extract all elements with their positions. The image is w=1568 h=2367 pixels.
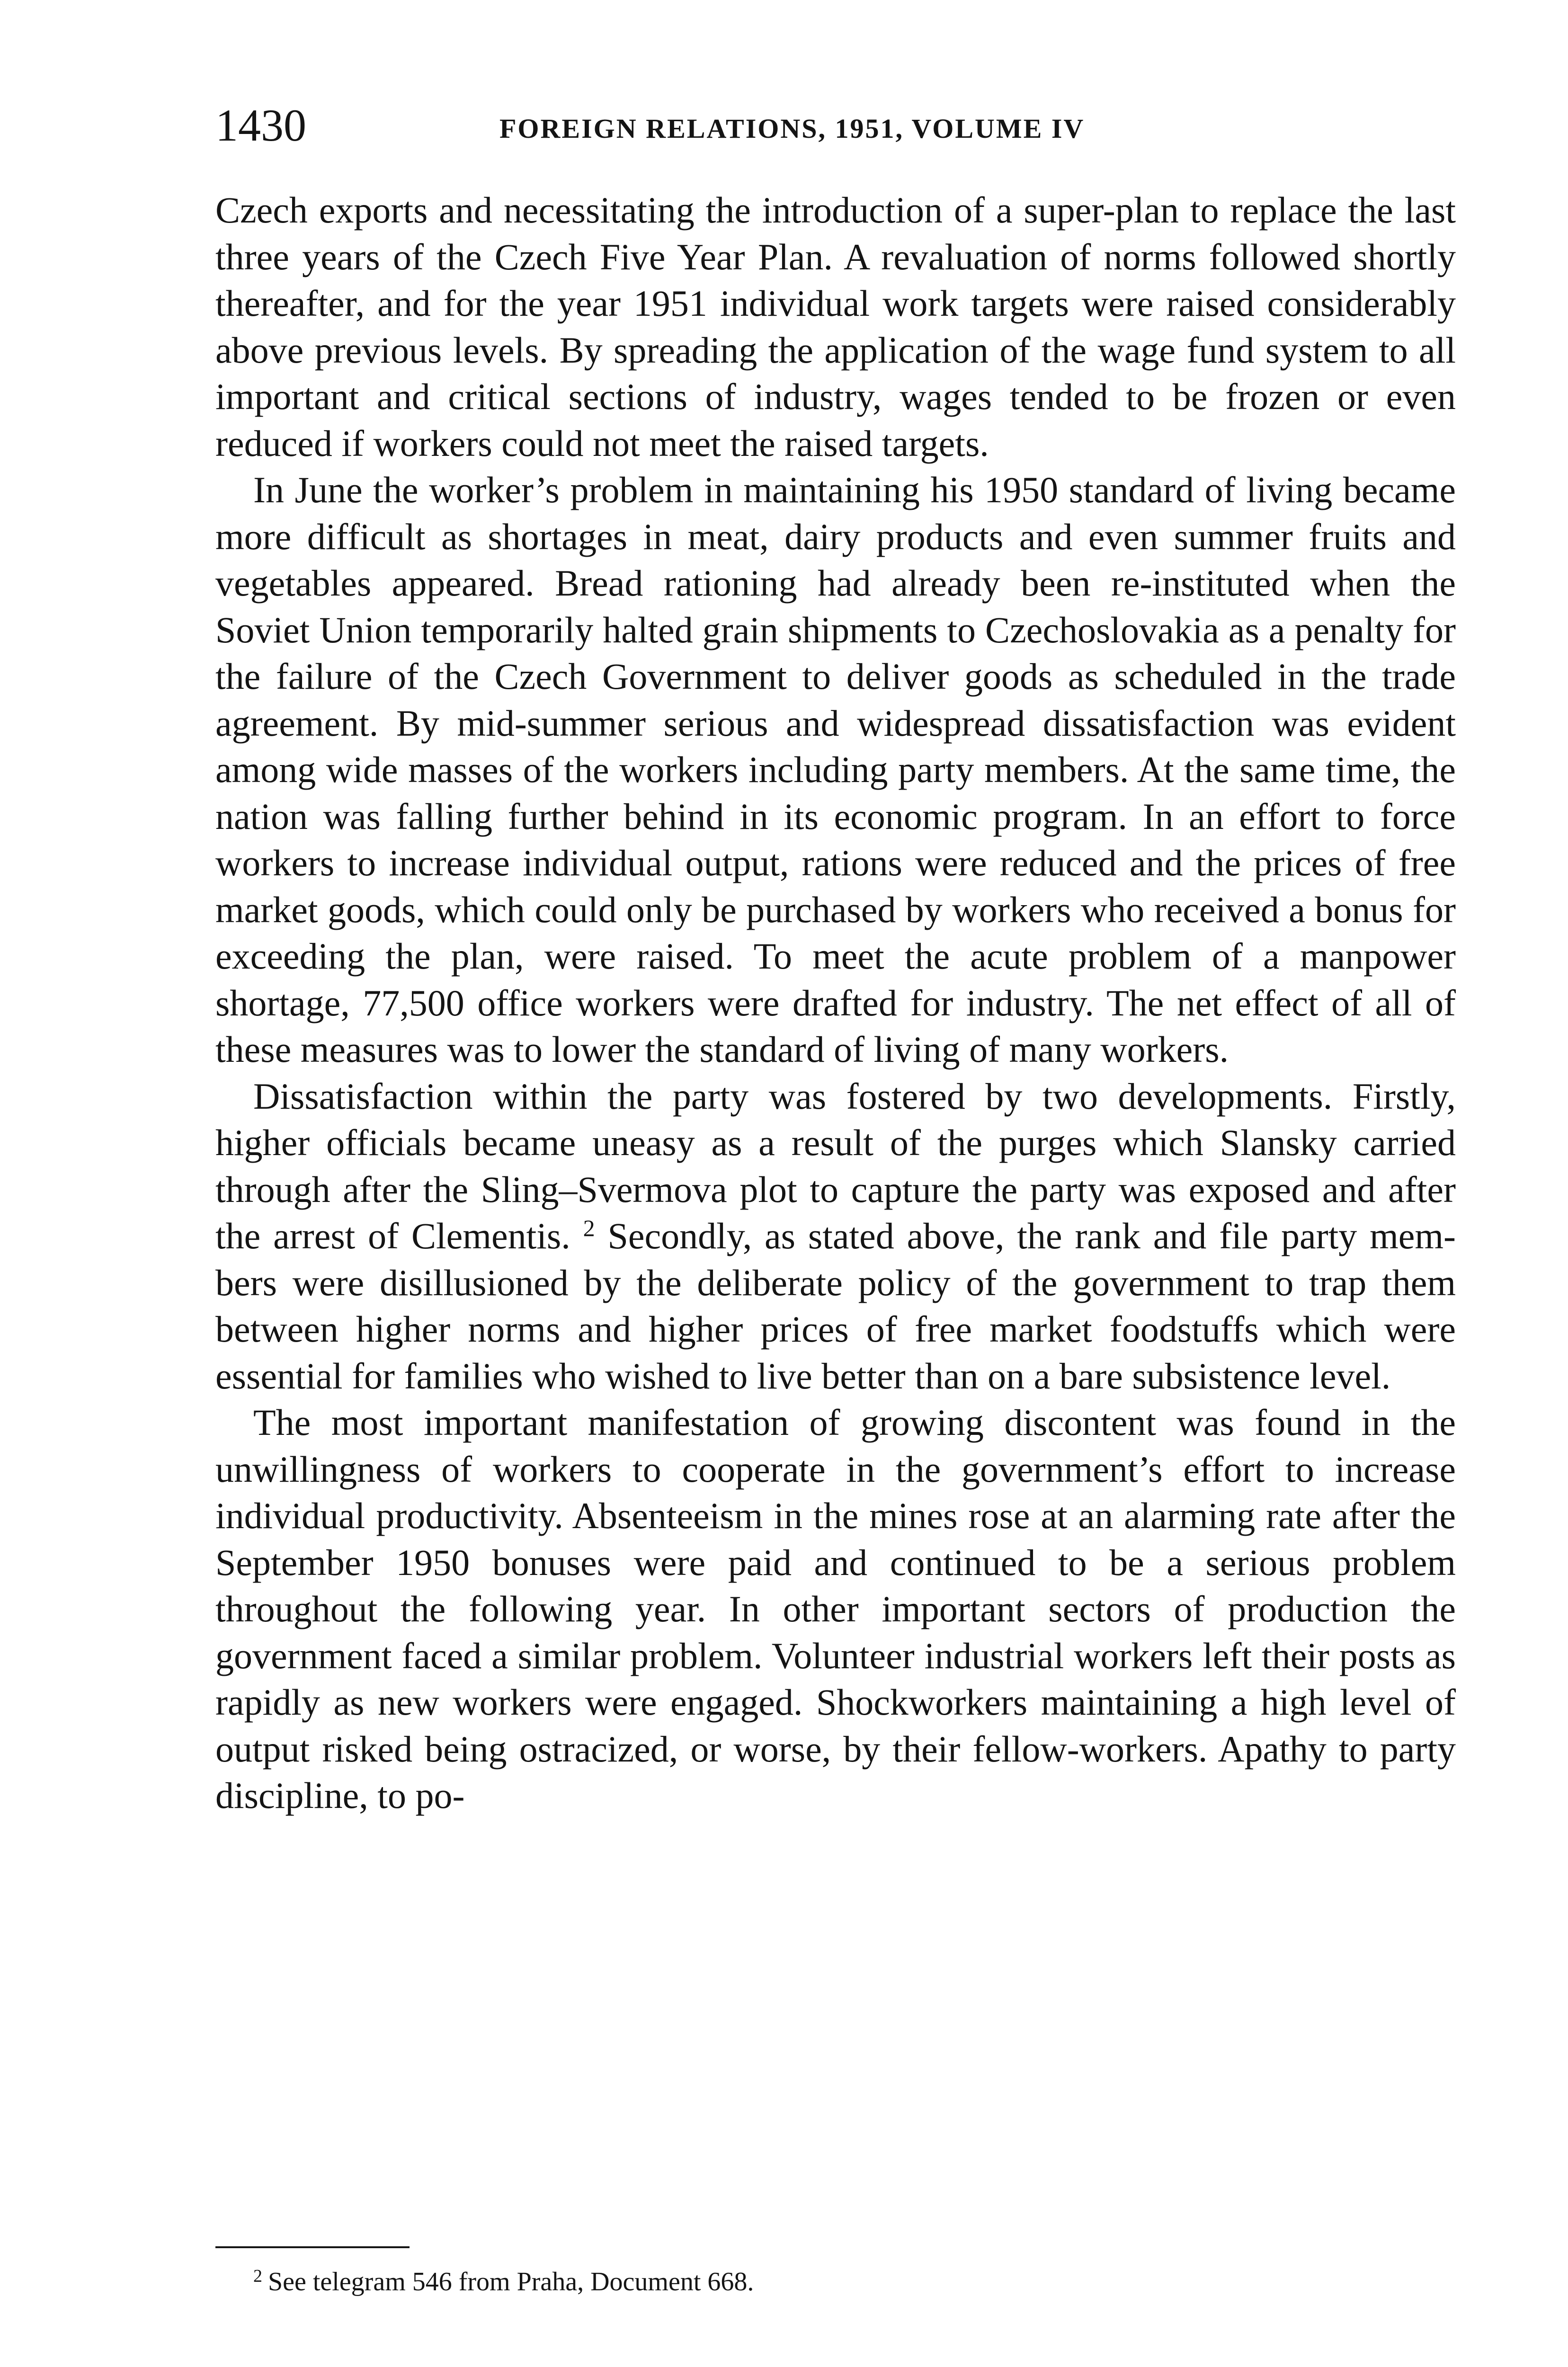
footnote [253, 2263, 1390, 2301]
body-text [215, 187, 1456, 1819]
footnote-mark: 2 [253, 2266, 262, 2286]
running-title: FOREIGN RELATIONS, 1951, VOLUME IV [499, 113, 1085, 144]
paragraph-1: Czech exports and necessitating the introduction of a super-plan to replace the last three years of the Czech Five Year Plan. A revaluation of norms followed shortly thereafter, and for the year 1951 individual work targets were raised considerably above previous levels. By spreading the application of the wage fund system to all important and critical sections of industry, wages tended to be frozen or even reduced if workers could not meet the raised targets. [215, 189, 1456, 464]
footnote-text: See telegram 546 from Praha, Document 668. [268, 2267, 754, 2296]
paragraph-2: In June the worker’s problem in maintaining his 1950 standard of living became more difficult as shortages in meat, dairy products and even summer fruits and vegetables appeared. Bread rationing had already been re-instituted when the Soviet Union temporarily halted grain shipments to Czechoslovakia as a penalty for the failure of the Czech Government to deliver goods as scheduled in the trade agreement. By mid-summer serious and widespread dissatisfaction was evident among wide masses of the workers including party members. At the same time, the nation was falling further behind in its economic program. In an effort to force workers to increase individual output, rations were reduced and the prices of free market goods, which could only be purchased by workers who received a bonus for exceeding the plan, were raised. To meet the acute problem of a manpower shortage, 77,500 office workers were drafted for industry. The net effect of all of these measures was to lower the standard of living of many workers. [215, 469, 1456, 1070]
paragraph-4: The most important manifestation of growing discontent was found in the unwillingness of workers to cooperate in the government’s effort to increase individual productivity. Absenteeism in the mines rose at an alarming rate after the September 1950 bonuses were paid and continued to be a serious problem throughout the following year. In other important sectors of production the government faced a similar problem. Volunteer industrial workers left their posts as rapidly as new workers were engaged. Shockworkers maintaining a high level of output risked being ostracized, or worse, by their fellow-workers. Apathy to party discipline, to po- [215, 1402, 1456, 1816]
page-header [215, 97, 1456, 154]
footnote-reference[interactable]: 2 [583, 1215, 595, 1241]
paragraph-3-text-a: Dissatisfaction within the party was fostered by two developments. Firstly, higher officials became uneasy as a result of the purges which Slansky carried through after the Sling–Svermova plot to capture the party was exposed and after the arrest of Clementis. [215, 1075, 1456, 1256]
page-number: 1430 [215, 100, 306, 151]
footnote-divider [215, 2246, 410, 2248]
paragraph-3-text-b: Secondly, as stated above, the rank and file party members were disillusioned by the deliberate policy of the government to trap them between higher norms and higher prices of free market foodstuffs which were essential for families who wished to live better than on a bare subsistence level. [215, 1215, 1456, 1397]
paragraph-3 [215, 1073, 1456, 1400]
